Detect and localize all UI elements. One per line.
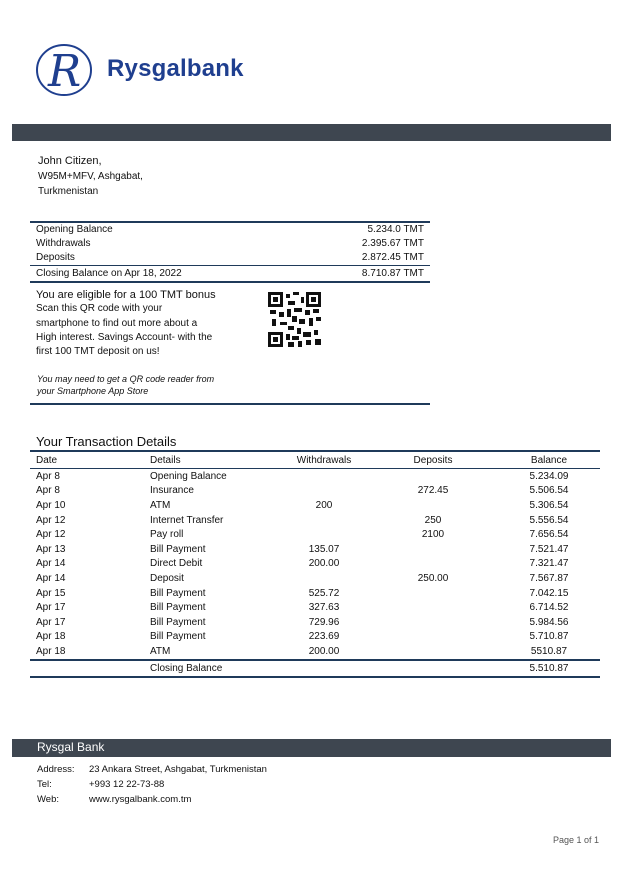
cell-withdrawal	[280, 484, 368, 499]
cell-deposit: 2100	[421, 529, 445, 541]
tel-label: Tel:	[37, 779, 52, 790]
table-row	[30, 542, 600, 557]
footer-bar	[12, 739, 611, 757]
cell-withdrawal	[280, 527, 368, 542]
cell-balance: 7.042.15	[529, 587, 569, 599]
table-row	[30, 644, 600, 660]
cell-deposit	[368, 586, 498, 601]
column-header-date: Date	[30, 451, 150, 469]
cell-details: ATM	[150, 499, 171, 511]
web-link[interactable]: www.rysgalbank.com.tm	[89, 794, 192, 805]
cell-details: Bill Payment	[150, 587, 206, 599]
cell-withdrawal	[280, 469, 368, 484]
cell-date: Apr 17	[36, 616, 66, 628]
cell-withdrawal: 729.96	[308, 616, 340, 628]
cell-date: Apr 12	[36, 514, 66, 526]
cell-date: Apr 18	[36, 645, 66, 657]
transactions-title: Your Transaction Details	[36, 434, 177, 449]
table-row	[30, 600, 600, 615]
cell-balance: 5.306.54	[529, 499, 569, 511]
cell-date: Apr 15	[36, 587, 66, 599]
cell-withdrawal: 327.63	[308, 602, 340, 614]
cell-deposit	[368, 542, 498, 557]
cell-balance: 5.234.09	[529, 470, 569, 482]
cell-date: Apr 13	[36, 543, 66, 555]
cell-date: Apr 10	[36, 499, 66, 511]
promo-note	[37, 373, 257, 397]
cell-balance: 5.506.54	[529, 485, 569, 497]
cell-details: Bill Payment	[150, 543, 206, 555]
cell-withdrawal: 200.00	[308, 645, 340, 657]
cell-details: Insurance	[150, 485, 194, 497]
header-bar	[12, 124, 611, 141]
cell-withdrawal	[280, 571, 368, 586]
summary-value: 5.234.0 TMT	[367, 224, 424, 235]
summary-value: 2.872.45 TMT	[361, 252, 424, 263]
table-row	[30, 630, 600, 645]
cell-details: Direct Debit	[150, 558, 203, 570]
address-value: 23 Ankara Street, Ashgabat, Turkmenistan	[89, 764, 267, 775]
cell-balance: 5.710.87	[529, 631, 569, 643]
cell-date: Apr 14	[36, 558, 66, 570]
contact-info	[37, 762, 267, 807]
summary-row	[30, 251, 430, 265]
closing-balance-value: 8.710.87 TMT	[361, 268, 424, 279]
cell-withdrawal: 135.07	[308, 543, 340, 555]
web-label: Web:	[37, 794, 60, 805]
customer-address	[38, 154, 143, 199]
cell-empty	[280, 660, 368, 677]
cell-deposit	[368, 644, 498, 660]
cell-details: Opening Balance	[150, 470, 227, 482]
cell-empty	[368, 660, 498, 677]
promo-divider	[30, 403, 430, 405]
promo-note-line: your Smartphone App Store	[37, 386, 149, 396]
contact-tel-row	[37, 777, 267, 792]
cell-date: Apr 12	[36, 529, 66, 541]
qr-code[interactable]	[268, 292, 321, 347]
closing-balance-row	[30, 265, 430, 283]
summary-row	[30, 223, 430, 237]
column-header-deposits: Deposits	[368, 451, 498, 469]
cell-withdrawal: 223.69	[308, 631, 340, 643]
summary-value: 2.395.67 TMT	[361, 238, 424, 249]
table-row	[30, 586, 600, 601]
table-row	[30, 498, 600, 513]
cell-deposit: 250	[424, 514, 442, 526]
closing-balance-label: Closing Balance on Apr 18, 2022	[36, 268, 182, 279]
cell-balance: 6.714.52	[529, 602, 569, 614]
contact-address-row	[37, 762, 267, 777]
cell-balance: 5.984.56	[529, 616, 569, 628]
balance-summary	[30, 221, 430, 283]
cell-details: Bill Payment	[150, 602, 206, 614]
transactions-table	[30, 450, 600, 678]
bonus-promo	[36, 288, 236, 359]
table-row	[30, 469, 600, 484]
table-row	[30, 571, 600, 586]
summary-label: Deposits	[36, 252, 75, 263]
summary-label: Opening Balance	[36, 224, 113, 235]
table-row	[30, 527, 600, 542]
cell-balance: 7.521.47	[529, 543, 569, 555]
closing-balance-total-row	[30, 660, 600, 677]
table-row	[30, 513, 600, 528]
table-row	[30, 557, 600, 572]
cell-date: Apr 14	[36, 572, 66, 584]
cell-deposit	[368, 615, 498, 630]
cell-details: Internet Transfer	[150, 514, 224, 526]
cell-balance: 5510.87	[530, 645, 568, 657]
cell-withdrawal	[280, 513, 368, 528]
cell-date: Apr 8	[36, 485, 60, 497]
column-header-details: Details	[150, 451, 280, 469]
promo-note-line: You may need to get a QR code reader from	[37, 374, 215, 384]
closing-balance-total-label: Closing Balance	[150, 660, 280, 677]
column-header-withdrawals: Withdrawals	[280, 451, 368, 469]
promo-text: Scan this QR code with your	[36, 303, 163, 315]
contact-web-row	[37, 792, 267, 807]
cell-deposit	[368, 600, 498, 615]
cell-deposit	[368, 469, 498, 484]
customer-name: John Citizen,	[38, 155, 102, 167]
cell-deposit	[368, 630, 498, 645]
cell-balance: 5.556.54	[529, 514, 569, 526]
bank-name: Rysgalbank	[107, 55, 244, 82]
column-header-balance: Balance	[498, 451, 600, 469]
cell-details: Pay roll	[150, 529, 184, 541]
cell-deposit: 250.00	[417, 572, 449, 584]
customer-address-line2: Turkmenistan	[38, 186, 99, 197]
table-row	[30, 484, 600, 499]
cell-balance: 7.321.47	[529, 558, 569, 570]
tel-value: +993 12 22-73-88	[89, 779, 165, 790]
cell-empty	[30, 660, 150, 677]
cell-withdrawal: 525.72	[308, 587, 340, 599]
address-label: Address:	[37, 764, 75, 775]
cell-details: Deposit	[150, 572, 184, 584]
page-number: Page 1 of 1	[553, 835, 600, 845]
promo-text: smartphone to find out more about a	[36, 317, 198, 329]
table-header-row	[30, 451, 600, 469]
bank-logo	[34, 40, 98, 100]
cell-deposit: 272.45	[417, 485, 449, 497]
summary-row	[30, 237, 430, 251]
summary-label: Withdrawals	[36, 238, 91, 249]
cell-date: Apr 18	[36, 631, 66, 643]
cell-details: Bill Payment	[150, 631, 206, 643]
cell-deposit	[368, 557, 498, 572]
cell-details: Bill Payment	[150, 616, 206, 628]
cell-withdrawal: 200	[315, 499, 333, 511]
customer-address-line1: W95M+MFV, Ashgabat,	[38, 171, 143, 182]
promo-text: High interest. Savings Account- with the	[36, 331, 213, 343]
cell-withdrawal: 200.00	[308, 558, 340, 570]
footer-bank-name: Rysgal Bank	[37, 740, 105, 754]
closing-balance-total-value: 5.510.87	[498, 660, 600, 677]
cell-balance: 7.656.54	[529, 529, 569, 541]
promo-text: first 100 TMT deposit on us!	[36, 346, 160, 358]
cell-details: ATM	[150, 645, 171, 657]
cell-deposit	[368, 498, 498, 513]
cell-balance: 7.567.87	[529, 572, 569, 584]
promo-heading: You are eligible for a 100 TMT bonus	[36, 289, 216, 301]
table-row	[30, 615, 600, 630]
cell-date: Apr 17	[36, 602, 66, 614]
logo-letter: R	[48, 46, 82, 97]
cell-date: Apr 8	[36, 470, 60, 482]
